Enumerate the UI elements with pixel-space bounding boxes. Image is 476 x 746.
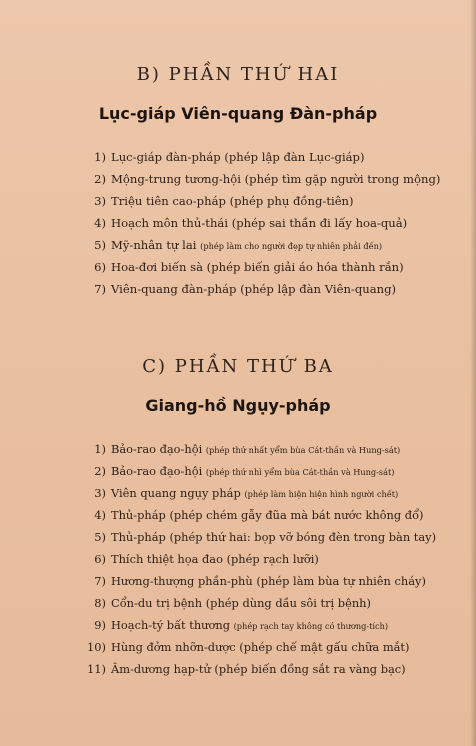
item-number: 5) (94, 530, 106, 544)
item-number: 8) (94, 596, 106, 610)
item-number: 1) (94, 442, 106, 456)
list-item (84, 190, 440, 212)
list-item (84, 592, 436, 614)
item-text: Hoạch môn thủ-thái (phép sai thần đi lấy hoa-quả) (111, 216, 408, 230)
item-note: (phép thứ nhất yểm bùa Cát-thần và Hung-sát) (205, 445, 401, 455)
list-item (84, 256, 440, 278)
item-number: 10) (87, 640, 106, 654)
item-text: Thủ-pháp (phép thứ hai: bọp vỡ bóng đèn trong bàn tay) (111, 530, 437, 544)
section-c-list (84, 438, 436, 680)
list-item (84, 548, 436, 570)
section-b-title: Lục-giáp Viên-quang Đàn-pháp (98, 104, 378, 123)
section-c-title: Giang-hồ Ngụy-pháp (145, 396, 331, 415)
item-text: Hoạch-tý bất thương (111, 618, 230, 632)
item-text: Cổn-du trị bệnh (phép dùng dầu sôi trị bệnh) (111, 596, 371, 610)
item-number: 1) (94, 150, 106, 164)
item-text: Triệu tiên cao-pháp (phép phụ đồng-tiên) (111, 194, 354, 208)
item-number: 4) (94, 216, 106, 230)
item-text: Thủ-pháp (phép chém gẫy đũa mà bát nước không đổ) (111, 508, 424, 522)
item-text: Viên quang ngụy pháp (111, 486, 241, 500)
item-text: Hương-thượng phần-phù (phép làm bùa tự nhiên cháy) (111, 574, 426, 588)
list-item (84, 460, 436, 482)
item-number: 7) (94, 574, 106, 588)
list-item (84, 234, 440, 256)
list-item (84, 570, 436, 592)
list-item (84, 212, 440, 234)
item-number: 7) (94, 282, 106, 296)
item-text: Lục-giáp đàn-pháp (phép lập đàn Lục-giáp) (111, 150, 365, 164)
item-number: 9) (94, 618, 106, 632)
item-text: Viên-quang đàn-pháp (phép lập đàn Viên-quang) (111, 282, 397, 296)
section-c-heading: C) PHẦN THỨ BA (142, 356, 334, 377)
item-number: 3) (94, 194, 106, 208)
list-item (84, 278, 440, 300)
item-text: Hoa-đơi biến sà (phép biến giải áo hóa thành rắn) (111, 260, 404, 274)
item-number: 6) (94, 260, 106, 274)
item-text: Thích thiệt họa đao (phép rạch lưỡi) (111, 552, 319, 566)
list-item (84, 146, 440, 168)
item-note: (phép làm hiện hiện hình người chết) (244, 489, 399, 499)
section-b-list (84, 146, 440, 300)
list-item (84, 614, 436, 636)
list-item (84, 658, 436, 680)
item-note: (phép làm cho người đẹp tự nhiên phải đến) (200, 241, 383, 251)
item-number: 6) (94, 552, 106, 566)
item-number: 11) (87, 662, 106, 676)
list-item (84, 636, 436, 658)
item-text: Bảo-rao đạo-hội (111, 442, 203, 456)
item-number: 2) (94, 464, 106, 478)
item-number: 2) (94, 172, 106, 186)
item-number: 4) (94, 508, 106, 522)
list-item (84, 168, 440, 190)
item-text: Âm-dương hạp-tử (phép biến đồng sắt ra vàng bạc) (111, 662, 406, 676)
section-b-heading: B) PHẦN THỨ HAI (136, 64, 340, 85)
item-text: Mỹ-nhân tự lai (111, 238, 197, 252)
item-text: Bảo-rao đạo-hội (111, 464, 203, 478)
list-item (84, 526, 436, 548)
item-number: 3) (94, 486, 106, 500)
list-item (84, 482, 436, 504)
item-text: Hùng đởm nhỡn-dược (phép chế mật gấu chữa mắt) (111, 640, 410, 654)
item-text: Mộng-trung tương-hội (phép tìm gặp người trong mộng) (111, 172, 441, 186)
item-note: (phép rạch tay không có thương-tích) (233, 621, 389, 631)
item-number: 5) (94, 238, 106, 252)
list-item (84, 438, 436, 460)
list-item (84, 504, 436, 526)
item-note: (phép thứ nhì yểm bùa Cát-thần và Hung-sát) (205, 467, 395, 477)
